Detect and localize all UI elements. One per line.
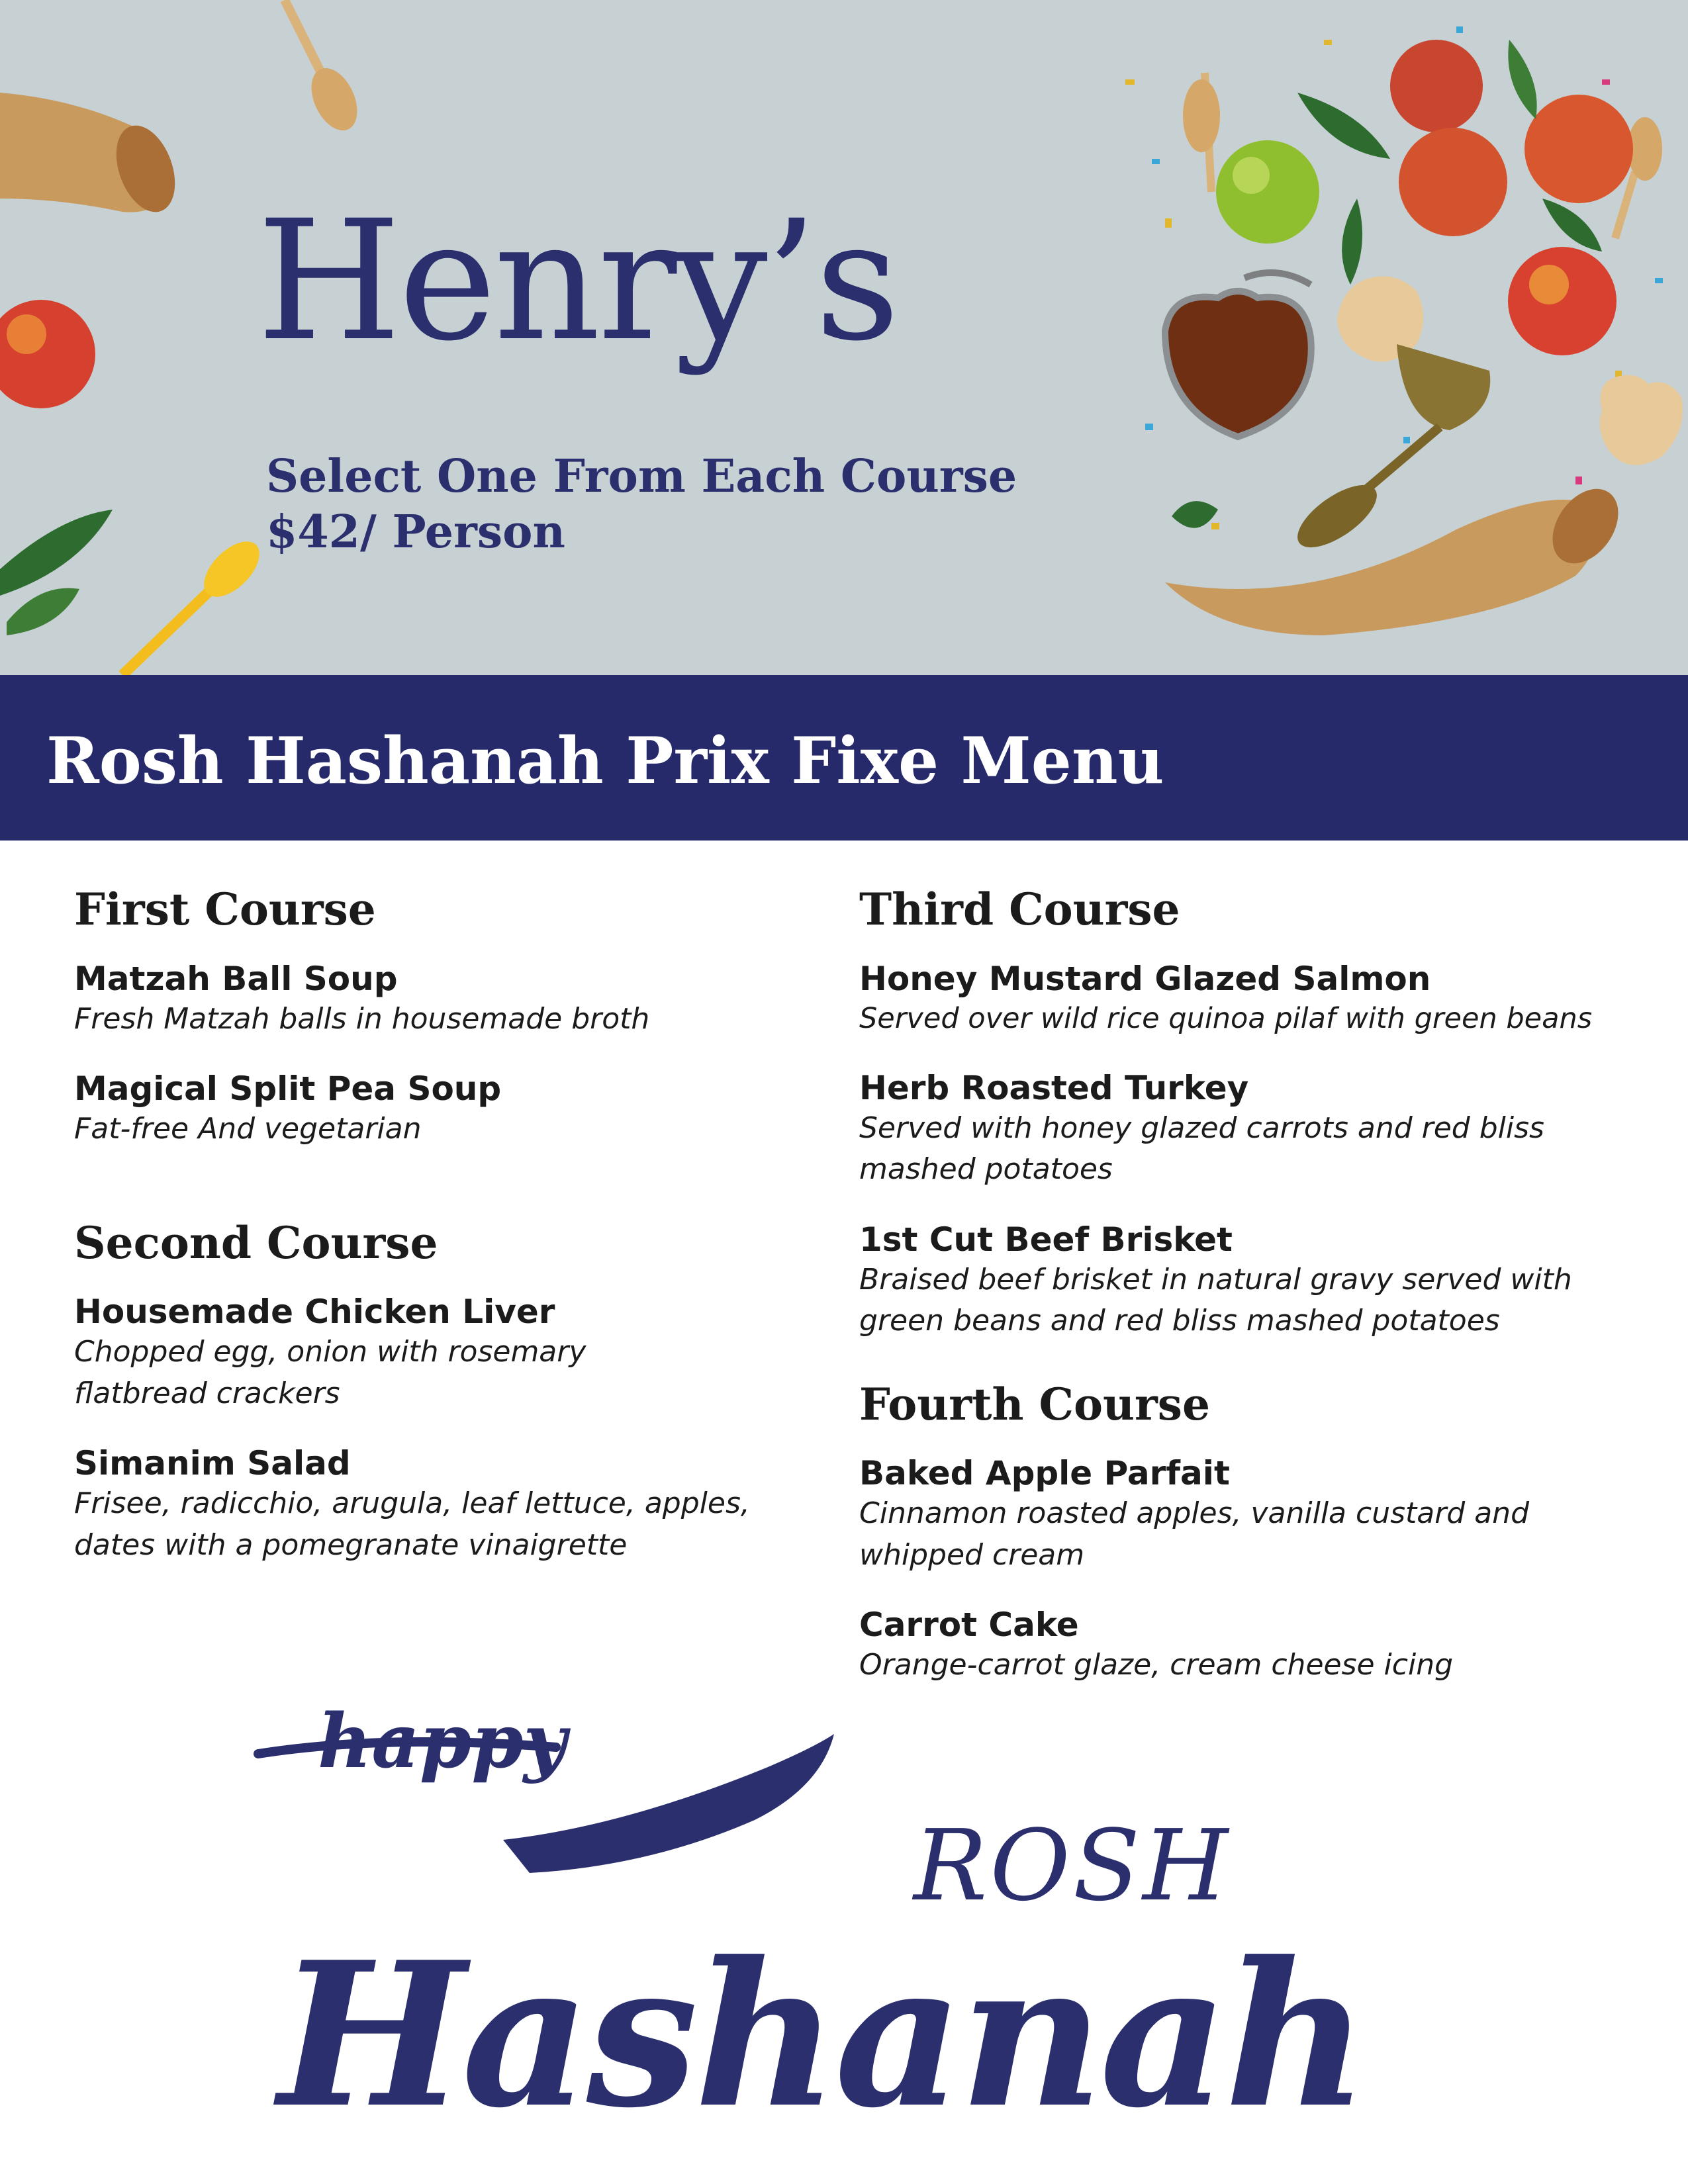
menu-item: [74, 1443, 835, 1566]
menu-item-description: Braised beef brisket in natural gravy served with green beans and red bliss mashed potatoes: [859, 1262, 1572, 1338]
menu-item-name: Housemade Chicken Liver: [74, 1293, 555, 1332]
shofar-left-image: [0, 93, 186, 220]
leaves-left-image: [0, 510, 113, 635]
menu-item-name: Magical Split Pea Soup: [74, 1069, 502, 1109]
greeting-rosh: ROSH: [914, 1809, 1231, 1923]
menu-item-name: 1st Cut Beef Brisket: [859, 1220, 1233, 1259]
menu-instruction: Select One From Each Course: [266, 450, 1017, 503]
hero-banner: [0, 0, 1688, 675]
menu-item: [74, 1069, 835, 1150]
menu-item: [74, 959, 835, 1040]
menu-item-description: Fat-free And vegetarian: [74, 1112, 422, 1146]
honey-dipper-bottom-image: [122, 531, 269, 675]
menu-item-description: Served with honey glazed carrots and red bliss mashed potatoes: [859, 1111, 1544, 1187]
menu-item-description: Served over wild rice quinoa pilaf with green beans: [859, 1001, 1593, 1035]
menu-item: [859, 1453, 1654, 1576]
menu-item-description: Frisee, radicchio, arugula, leaf lettuce, apples, dates with a pomegranate vinaigrette: [74, 1486, 750, 1562]
course-title: Second Course: [74, 1216, 438, 1269]
menu-column-right: [859, 886, 1654, 1725]
menu-item: [859, 959, 1654, 1039]
menu-title-banner: [0, 675, 1688, 841]
menu-item: [859, 1220, 1654, 1342]
menu-item: [859, 1605, 1654, 1686]
menu-item-description: Fresh Matzah balls in housemade broth: [74, 1001, 650, 1036]
menu-item: [74, 1292, 835, 1414]
holiday-arrangement-right-image: [1125, 26, 1683, 635]
menu-title: Rosh Hashanah Prix Fixe Menu: [46, 723, 1164, 798]
menu-item-name: Carrot Cake: [859, 1606, 1079, 1645]
course-fourth: [859, 1378, 1654, 1686]
menu-item-name: Simanim Salad: [74, 1444, 351, 1483]
course-title: First Course: [74, 884, 376, 935]
happy-rosh-hashanah-lettering: [252, 1707, 1417, 2158]
course-title: Third Course: [859, 884, 1180, 935]
course-third: [859, 886, 1654, 1342]
red-apple-left-image: [0, 300, 95, 408]
menu-item-description: Orange-carrot glaze, cream cheese icing: [859, 1648, 1454, 1682]
menu-price: $42/ Person: [266, 506, 565, 559]
course-title: Fourth Course: [859, 1378, 1210, 1430]
menu-item-description: Cinnamon roasted apples, vanilla custard and whipped cream: [859, 1496, 1529, 1572]
menu-item: [859, 1068, 1654, 1191]
greeting-hashanah: Hashanah: [278, 1918, 1365, 2152]
course-second: [74, 1216, 835, 1566]
course-first: [74, 886, 835, 1150]
greeting-happy: happy: [318, 1707, 567, 1785]
menu-item-name: Baked Apple Parfait: [859, 1454, 1230, 1493]
honey-dipper-top-image: [285, 0, 366, 138]
menu-column-left: [74, 886, 835, 1604]
menu-item-name: Honey Mustard Glazed Salmon: [859, 959, 1431, 998]
restaurant-brand-name: Henry’s: [257, 185, 898, 377]
menu-item-name: Matzah Ball Soup: [74, 959, 398, 998]
menu-item-description: Chopped egg, onion with rosemary flatbread crackers: [74, 1335, 586, 1410]
menu-item-name: Herb Roasted Turkey: [859, 1068, 1249, 1107]
